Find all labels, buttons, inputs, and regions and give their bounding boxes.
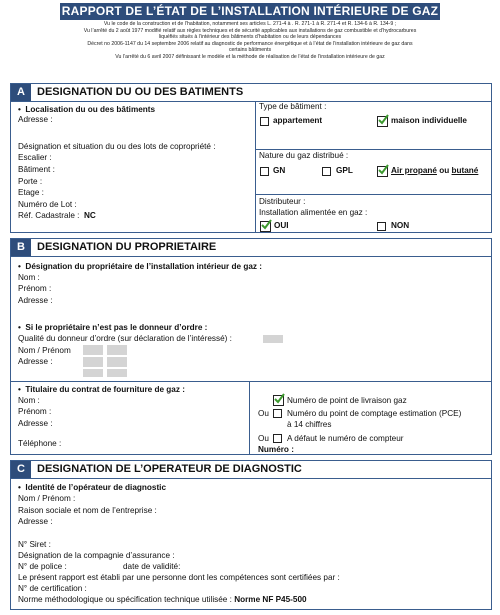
non-label: NON	[391, 221, 410, 230]
appartement-label: appartement	[273, 116, 323, 125]
appartement-checkbox[interactable]	[260, 117, 269, 126]
section-a-header	[11, 84, 491, 102]
adresse-label: Adresse :	[18, 419, 53, 428]
siret-label: N° Siret :	[18, 540, 51, 549]
section-b	[10, 238, 492, 455]
prenom-label: Prénom :	[18, 284, 52, 293]
norme-value: Norme NF P45-500	[234, 595, 307, 604]
section-title: DESIGNATION DU OU DES BATIMENTS	[37, 86, 244, 98]
ou-label: Ou	[258, 409, 269, 418]
nom-label: Nom :	[18, 273, 40, 282]
rapport-certification-text: Le présent rapport est établi par une personne dont les compétences sont certifiées par :	[18, 573, 340, 582]
section-letter: A	[11, 84, 31, 101]
redacted-field	[83, 345, 103, 355]
air-propane-label: Air propané ou butané	[391, 166, 479, 175]
adresse-label: Adresse :	[18, 357, 53, 366]
gpl-label: GPL	[336, 166, 353, 175]
oui-checkbox-checked[interactable]	[260, 221, 271, 232]
intro-line: liquéfiés situés à l’intérieur des bâtiments d’habitation ou de leurs dépendances	[158, 34, 342, 41]
non-checkbox[interactable]	[377, 222, 386, 231]
batiment-label: Bâtiment :	[18, 165, 55, 174]
section-title: DESIGNATION DE L’OPERATEUR DE DIAGNOSTIC	[37, 463, 302, 475]
nature-gaz-label: Nature du gaz distribué :	[259, 151, 349, 160]
maison-label: maison individuelle	[391, 116, 467, 125]
escalier-label: Escalier :	[18, 153, 52, 162]
titulaire-contrat-title: • Titulaire du contrat de fourniture de gaz :	[18, 385, 185, 394]
porte-label: Porte :	[18, 177, 43, 186]
redacted-field	[83, 369, 103, 377]
section-a	[10, 83, 492, 233]
gn-label: GN	[273, 166, 286, 175]
air-propane-checkbox-checked[interactable]	[377, 166, 388, 177]
section-c-header	[11, 461, 491, 479]
raison-sociale-label: Raison sociale et nom de l’entreprise :	[18, 506, 157, 515]
identite-operateur-title: • Identité de l’opérateur de diagnostic	[18, 483, 166, 492]
redacted-field	[107, 357, 127, 367]
localisation-title: • Localisation du ou des bâtiments	[18, 105, 156, 114]
adresse-label: Adresse :	[18, 115, 53, 124]
donneur-ordre-title: • Si le propriétaire n’est pas le donneur d’ordre :	[18, 323, 208, 332]
intro-line: certains bâtiments	[228, 47, 272, 54]
point-livraison-checkbox-checked[interactable]	[273, 395, 284, 406]
point-comptage-label: Numéro du point de comptage estimation (PCE)	[287, 409, 462, 418]
intro-line: Vu l’arrêté du 6 avril 2007 définissant le modèle et la méthode de réalisation de l’état de l’installation intérieure de gaz	[115, 53, 385, 60]
redacted-field	[107, 345, 127, 355]
norme-label: Norme méthodologique ou spécification technique utilisée : Norme NF P45-500	[18, 595, 307, 604]
gn-checkbox[interactable]	[260, 167, 269, 176]
section-title: DESIGNATION DU PROPRIETAIRE	[37, 241, 217, 253]
oui-label: OUI	[274, 221, 289, 230]
legal-references	[20, 21, 480, 61]
etage-label: Etage :	[18, 188, 44, 197]
section-c	[10, 460, 492, 610]
section-letter: C	[11, 461, 31, 478]
numero-compteur-label: A défaut le numéro de compteur	[287, 434, 404, 443]
distributeur-label: Distributeur :	[259, 197, 306, 206]
gpl-checkbox[interactable]	[322, 167, 331, 176]
ou-label: Ou	[258, 434, 269, 443]
numero-compteur-checkbox[interactable]	[273, 434, 282, 443]
designation-proprietaire-title: • Désignation du propriétaire de l’installation intérieur de gaz :	[18, 262, 262, 271]
redacted-field	[83, 357, 103, 367]
point-livraison-label: Numéro de point de livraison gaz	[287, 396, 407, 405]
telephone-label: Téléphone :	[18, 439, 62, 448]
prenom-label: Prénom :	[18, 407, 52, 416]
qualite-donneur-label: Qualité du donneur d’ordre (sur déclaration de l’intéressé) :	[18, 334, 232, 343]
intro-line: Vu l’arrêté du 2 août 1977 modifié relatif aux règles techniques et de sécurité applicables aux installations de gaz combustible et d’hydrocarbures	[83, 27, 417, 34]
compagnie-assurance-label: Désignation de la compagnie d’assurance :	[18, 551, 175, 560]
redacted-field	[263, 335, 283, 343]
maison-checkbox-checked[interactable]	[377, 116, 388, 127]
adresse-label: Adresse :	[18, 296, 53, 305]
nom-prenom-label: Nom / Prénom :	[18, 494, 76, 503]
designation-lots-label: Désignation et situation du ou des lots de copropriété :	[18, 142, 216, 151]
numero-lot-label: Numéro de Lot :	[18, 200, 77, 209]
redacted-field	[107, 369, 127, 377]
adresse-label: Adresse :	[18, 517, 53, 526]
police-label: N° de police :	[18, 562, 67, 571]
validite-label: date de validité:	[123, 562, 181, 571]
nom-prenom-label: Nom / Prénom	[18, 346, 71, 355]
section-letter: B	[11, 239, 31, 256]
point-comptage-label-2: à 14 chiffres	[287, 420, 332, 429]
document-title: RAPPORT DE L’ÉTAT DE L’INSTALLATION INTÉRIEURE DE GAZ	[61, 4, 439, 18]
ref-cadastrale-label: Réf. Cadastrale : NC	[18, 211, 96, 220]
nom-label: Nom :	[18, 396, 40, 405]
numero-label: Numéro :	[258, 445, 294, 454]
section-b-header	[11, 239, 491, 257]
intro-line: Vu le code de la construction et de l’habitation, notamment ses articles L. 271-4 à . R. 271-1 à R. 271-4 et R. 134-6 à R. 134-9 ;	[103, 21, 397, 27]
intro-line: Décret no 2006-1147 du 14 septembre 2006 relatif au diagnostic de performance énergétique et à l’état de l’installation intérieure de gaz dans	[87, 40, 413, 47]
installation-alimentee-label: Installation alimentée en gaz :	[259, 208, 368, 217]
certification-label: N° de certification :	[18, 584, 87, 593]
point-comptage-checkbox[interactable]	[273, 409, 282, 418]
ref-cadastrale-value: NC	[84, 211, 96, 220]
type-batiment-label: Type de bâtiment :	[259, 102, 327, 111]
